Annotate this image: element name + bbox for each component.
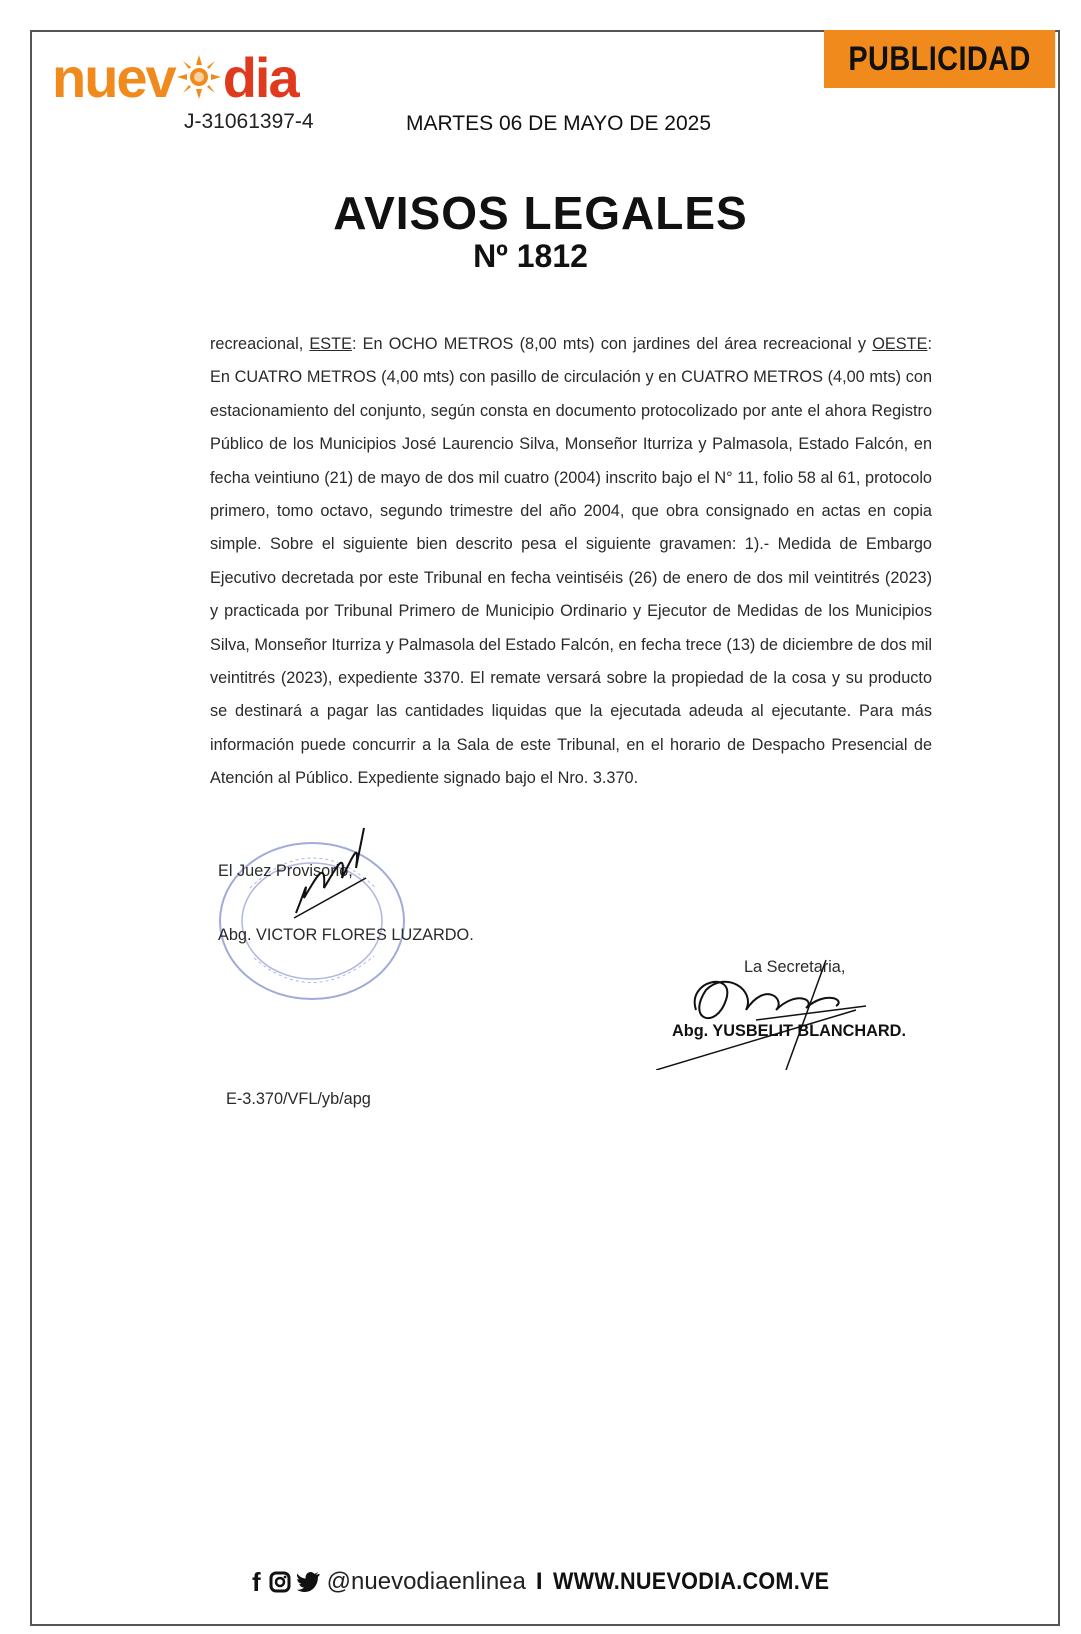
page-title: AVISOS LEGALES	[333, 187, 748, 239]
secretary-name: Abg. YUSBELIT BLANCHARD.	[672, 1022, 906, 1040]
judge-title: El Juez Provisorio,	[218, 862, 353, 880]
notice-number	[0, 238, 1081, 275]
logo-text-part2: dia	[222, 45, 298, 109]
notice-body	[210, 328, 932, 796]
facebook-icon[interactable]: f	[252, 1566, 261, 1597]
body-text-2: : En OCHO METROS (8,00 mts) con jardines del área recreacional y	[351, 335, 873, 353]
publication-date: MARTES 06 DE MAYO DE 2025	[406, 112, 712, 135]
body-text-3: : En CUATRO METROS (4,00 mts) con pasillo de circulación y en CUATRO METROS (4,00 mts) con estacionamiento del conjunto, según consta en documento protocolizado por ante el ahora Registro Público de los Municipios José Laurencio Silva, Monseñor Iturriza y Palmasola, Estado Falcón, en fecha veintiuno (21) de mayo de dos mil cuatro (2004) inscrito bajo el N° 11, folio 58 al 61, protocolo primero, tomo octavo, segundo trimestre del año 2004, que obra consignado en actas en copia simple. Sobre el siguiente bien descrito pesa el siguiente gravamen: 1).- Medida de Embargo Ejecutivo decretada por este Tribunal en fecha veintiséis (26) de enero de dos mil veintitrés (2023) y practicada por Tribunal Primero de Municipio Ordinario y Ejecutor de Medidas de los Municipios Silva, Monseñor Iturriza y Palmasola del Estado Falcón, en fecha trece (13) de diciembre de dos mil veintitrés (2023), expediente 3370. El remate versará sobre la propiedad de la cosa y su producto se destinará a pagar las cantidades liquidas que la ejecutada adeuda al ejecutante. Para más información puede concurrir a la Sala de este Tribunal, en el horario de Despacho Presencial de Atención al Público. Expediente signado bajo el Nro. 3.370.	[210, 335, 932, 788]
logo-text-part1: nuev	[52, 45, 175, 109]
newspaper-logo	[52, 44, 298, 110]
secretary-title: La Secretaria,	[744, 958, 846, 976]
sun-icon	[177, 55, 221, 99]
twitter-icon[interactable]	[297, 1572, 321, 1592]
footer	[252, 1562, 860, 1602]
publicidad-badge: PUBLICIDAD	[824, 30, 1055, 88]
body-text-1: recreacional,	[210, 335, 310, 353]
body-underlined-este: ESTE	[309, 335, 352, 353]
website-link[interactable]: WWW.NUEVODIA.COM.VE	[552, 1568, 829, 1595]
social-handle[interactable]: @nuevodiaenlinea	[326, 1568, 526, 1595]
judge-signature-icon	[286, 818, 376, 938]
file-reference: E-3.370/VFL/yb/apg	[226, 1090, 371, 1108]
body-underlined-oeste: OESTE	[872, 335, 928, 353]
instagram-icon[interactable]	[269, 1571, 291, 1593]
notice-number-text: Nº 1812	[473, 238, 588, 274]
footer-separator: I	[535, 1568, 543, 1595]
judge-name: Abg. VICTOR FLORES LUZARDO.	[218, 926, 474, 944]
rif-number: J-31061397-4	[184, 110, 314, 133]
secretary-signature-icon	[656, 950, 886, 1070]
